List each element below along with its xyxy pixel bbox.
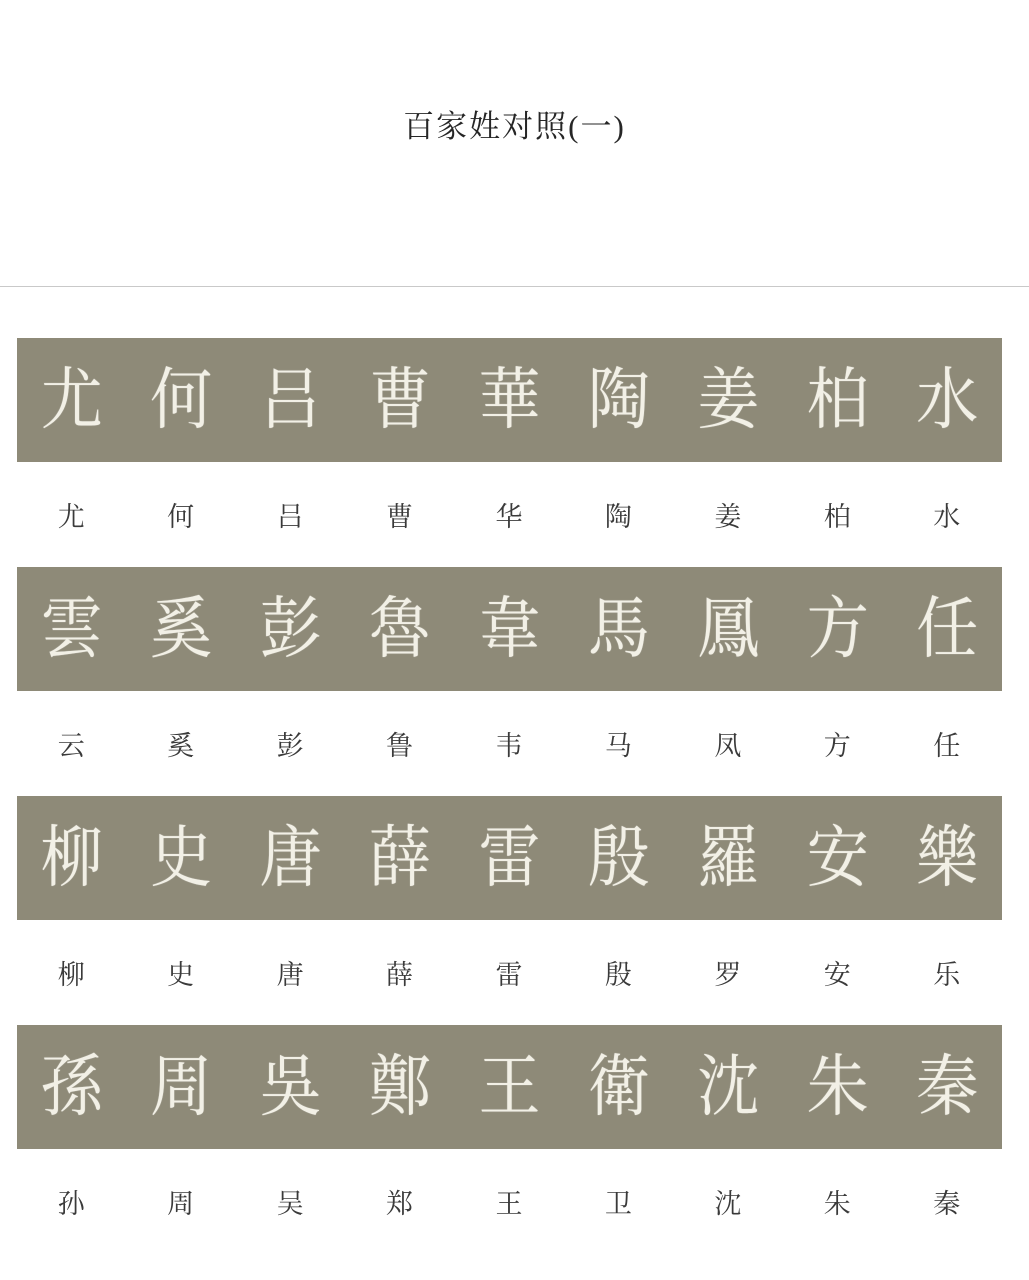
seal-glyph-cell [345, 338, 454, 462]
seal-glyph-cell [893, 567, 1002, 691]
surname-label: 吴 [276, 1189, 305, 1219]
seal-glyph: 安 [806, 818, 869, 897]
surname-label-strip [17, 691, 1002, 796]
surname-label: 尤 [57, 502, 86, 532]
surname-label: 唐 [276, 960, 305, 990]
seal-glyph-cell [126, 338, 235, 462]
surname-label: 柳 [57, 960, 86, 990]
seal-script-strip [17, 796, 1002, 920]
seal-glyph: 鄭 [369, 1047, 432, 1126]
seal-glyph-cell [783, 338, 892, 462]
surname-row-3 [17, 796, 1002, 1025]
seal-glyph: 任 [916, 589, 979, 668]
seal-glyph: 柏 [806, 360, 869, 439]
seal-glyph: 王 [478, 1047, 541, 1126]
surname-label: 陶 [604, 502, 633, 532]
surname-label: 沈 [714, 1189, 743, 1219]
seal-glyph-cell [345, 1025, 454, 1149]
seal-glyph-cell [17, 567, 126, 691]
surname-label: 姜 [714, 502, 743, 532]
seal-glyph: 吳 [259, 1047, 322, 1126]
page-title: 百家姓对照(一) [403, 109, 626, 144]
seal-glyph-cell [893, 338, 1002, 462]
seal-glyph: 史 [150, 818, 213, 897]
seal-glyph: 唐 [259, 818, 322, 897]
seal-glyph: 曹 [369, 360, 432, 439]
seal-glyph: 柳 [40, 818, 103, 897]
seal-glyph-cell [564, 1025, 673, 1149]
surname-row-2 [17, 567, 1002, 796]
seal-glyph-cell [455, 796, 564, 920]
surname-row-1 [17, 338, 1002, 567]
seal-glyph: 尤 [40, 360, 103, 439]
surname-row-4 [17, 1025, 1002, 1254]
seal-glyph: 吕 [259, 360, 322, 439]
seal-script-strip [17, 338, 1002, 462]
seal-glyph: 周 [150, 1047, 213, 1126]
seal-glyph-cell [126, 567, 235, 691]
seal-glyph: 沈 [697, 1047, 760, 1126]
seal-glyph: 華 [478, 360, 541, 439]
seal-glyph: 姜 [697, 360, 760, 439]
surname-label: 王 [495, 1189, 524, 1219]
seal-glyph: 殷 [587, 818, 650, 897]
seal-glyph-cell [455, 567, 564, 691]
seal-glyph: 鳳 [697, 589, 760, 668]
surname-label: 郑 [386, 1189, 415, 1219]
seal-glyph-cell [17, 1025, 126, 1149]
surname-label: 周 [167, 1189, 196, 1219]
seal-glyph-cell [674, 796, 783, 920]
seal-glyph: 雲 [40, 589, 103, 668]
surname-label: 朱 [823, 1189, 852, 1219]
surname-label-strip [17, 462, 1002, 567]
surname-label: 雷 [495, 960, 524, 990]
seal-glyph-cell [674, 338, 783, 462]
surname-label: 华 [495, 502, 524, 532]
surname-label: 薛 [386, 960, 415, 990]
surname-label: 罗 [714, 960, 743, 990]
surname-label: 孙 [57, 1189, 86, 1219]
seal-glyph-cell [783, 1025, 892, 1149]
seal-glyph: 雷 [478, 818, 541, 897]
seal-glyph-cell [345, 567, 454, 691]
seal-glyph-cell [893, 1025, 1002, 1149]
seal-glyph-cell [126, 796, 235, 920]
seal-glyph: 陶 [587, 360, 650, 439]
surname-label: 乐 [933, 960, 962, 990]
seal-glyph-cell [236, 338, 345, 462]
surname-label: 方 [823, 731, 852, 761]
surname-label: 安 [823, 960, 852, 990]
seal-glyph-cell [564, 567, 673, 691]
seal-glyph: 魯 [369, 589, 432, 668]
surname-label: 任 [933, 731, 962, 761]
seal-glyph: 秦 [916, 1047, 979, 1126]
seal-glyph-cell [236, 1025, 345, 1149]
surname-label: 水 [933, 502, 962, 532]
seal-glyph: 衛 [587, 1047, 650, 1126]
seal-glyph-cell [455, 1025, 564, 1149]
seal-glyph-cell [236, 796, 345, 920]
seal-glyph-cell [674, 567, 783, 691]
seal-glyph: 孫 [40, 1047, 103, 1126]
seal-glyph-cell [564, 338, 673, 462]
seal-glyph-cell [236, 567, 345, 691]
seal-glyph-cell [674, 1025, 783, 1149]
surname-label: 何 [167, 502, 196, 532]
seal-glyph-cell [783, 567, 892, 691]
seal-glyph-cell [17, 338, 126, 462]
surname-label: 曹 [386, 502, 415, 532]
surname-label: 卫 [604, 1189, 633, 1219]
seal-glyph: 彭 [259, 589, 322, 668]
seal-script-strip [17, 567, 1002, 691]
surname-label: 殷 [604, 960, 633, 990]
seal-glyph: 羅 [697, 818, 760, 897]
surname-label: 奚 [167, 731, 196, 761]
seal-glyph: 水 [916, 360, 979, 439]
seal-glyph: 薛 [369, 818, 432, 897]
surname-label: 马 [604, 731, 633, 761]
surname-label-strip [17, 1149, 1002, 1254]
surname-label: 秦 [933, 1189, 962, 1219]
seal-script-strip [17, 1025, 1002, 1149]
surname-chart [17, 338, 1002, 1254]
seal-glyph-cell [783, 796, 892, 920]
seal-glyph-cell [455, 338, 564, 462]
surname-label: 史 [167, 960, 196, 990]
surname-label-strip [17, 920, 1002, 1025]
header-divider [0, 286, 1029, 287]
seal-glyph-cell [345, 796, 454, 920]
seal-glyph: 奚 [150, 589, 213, 668]
surname-label: 凤 [714, 731, 743, 761]
seal-glyph-cell [893, 796, 1002, 920]
surname-label: 彭 [276, 731, 305, 761]
seal-glyph: 方 [806, 589, 869, 668]
seal-glyph: 韋 [478, 589, 541, 668]
surname-label: 柏 [823, 502, 852, 532]
seal-glyph: 樂 [916, 818, 979, 897]
seal-glyph-cell [17, 796, 126, 920]
seal-glyph: 何 [150, 360, 213, 439]
seal-glyph: 馬 [587, 589, 650, 668]
surname-label: 韦 [495, 731, 524, 761]
surname-label: 吕 [276, 502, 305, 532]
seal-glyph-cell [126, 1025, 235, 1149]
surname-label: 鲁 [386, 731, 415, 761]
seal-glyph-cell [564, 796, 673, 920]
seal-glyph: 朱 [806, 1047, 869, 1126]
surname-label: 云 [57, 731, 86, 761]
